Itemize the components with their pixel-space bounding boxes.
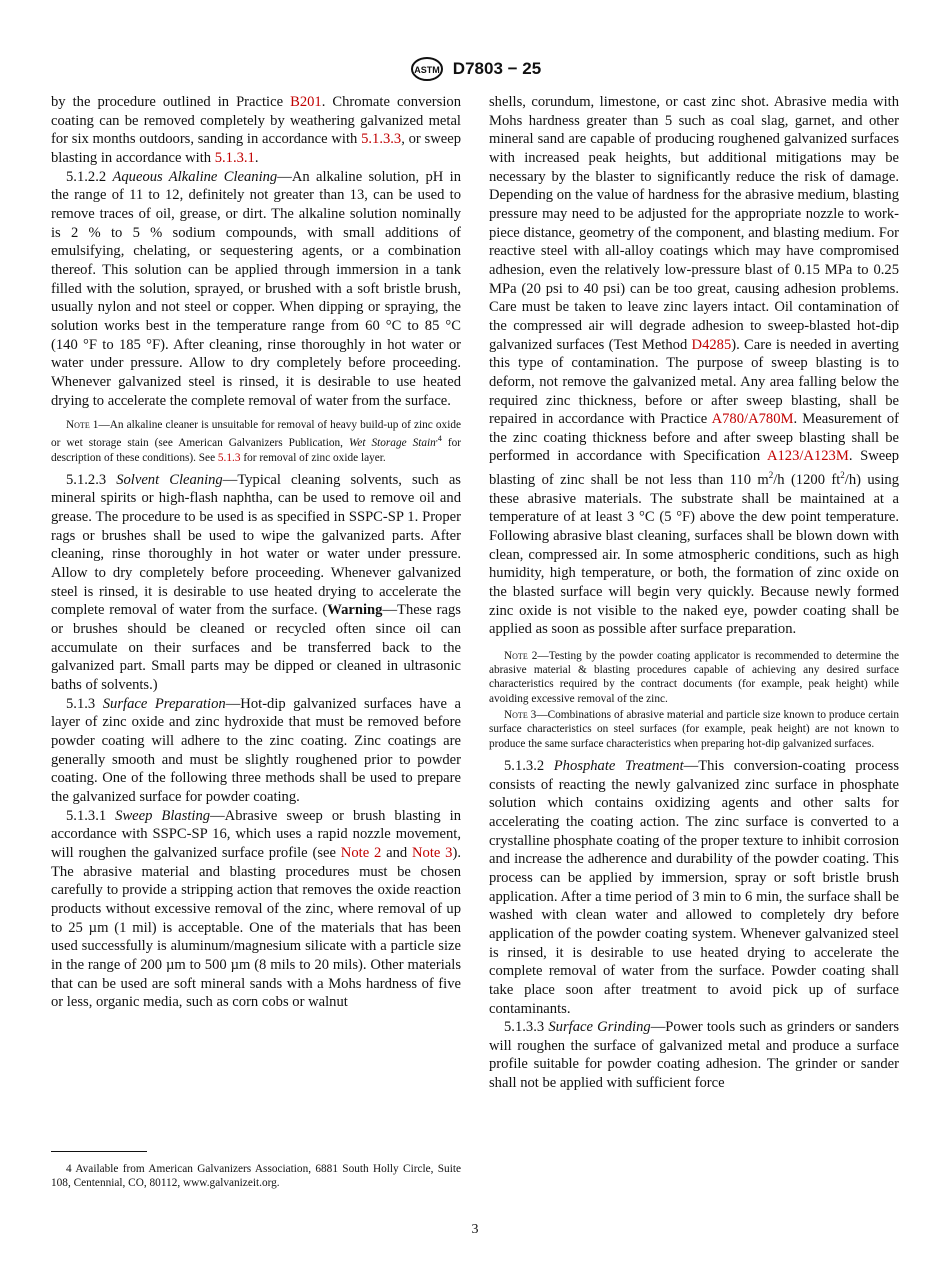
- note-1: Note 1—An alkaline cleaner is unsuitable for removal of heavy build-up of zinc oxide or wet storage stain (see American Galvanizers Publication, Wet Storage Stain$^{,4}$ for description of these conditions). See 5.1.3 for removal of zinc oxide layer.: [51, 419, 461, 464]
- ref-link-5-1-3[interactable]: 5.1.3: [217, 451, 241, 464]
- section-title: Solvent Cleaning: [116, 471, 223, 488]
- page-number: 3: [471, 1222, 479, 1237]
- ref-link-5-1-3-1[interactable]: 5.1.3.1: [214, 149, 255, 166]
- astm-logo-icon: [409, 56, 445, 82]
- ref-link-note-2[interactable]: Note 2: [340, 844, 382, 861]
- section-5-1-2-3: 5.1.2.3 Solvent Cleaning—Typical cleaning solvents, such as mineral spirits or high-flash naphtha, can be used to remove oil and grease. The procedure to be used is as specified in SSPC-SP 1. Proper rags or brushes shall be used to wipe the galvanized parts. After cleaning, rinse thoroughly in hot water or water under pressure. Allow to dry completely before proceeding. Whenever galvanized steel is rinsed, it is desirable to use heated drying to accelerate the complete removal of water from the surface. (Warning—These rags or brushes should be cleaned or recycled often since oil can accumulate on their surfaces and be transferred back to the galvanized part. Small parts may be dipped or cleaned in ultrasonic baths of solvents.): [51, 471, 461, 694]
- document-designation: D7803 − 25: [452, 59, 542, 78]
- right-column: [489, 93, 899, 1093]
- ref-link-d4285[interactable]: D4285: [691, 336, 732, 353]
- ref-link-5-1-3-3[interactable]: 5.1.3.3: [361, 131, 402, 148]
- section-5-1-3-2: 5.1.3.2 Phosphate Treatment—This conversion-coating process consists of reacting the newly galvanized zinc surface in phosphate solution which contains oxidizing agents and other salts for accelerating the coating action. The zinc surface is converted to a crystalline phosphate coating of the proper texture to inhibit corrosion and increase the adherence and durability of the powder coating. This process can be applied by immersion, spray or soft bristle brush application. After a time period of 3 min to 6 min, the surface shall be washed with clean water and allowed to completely dry before application of the powder coating system. Whenever galvanized steel is rinsed, it is desirable to use heated drying to accelerate the complete removal of water from the surface. Powder coating shall take place soon after treatment to avoid pick up of surface contaminants.: [489, 757, 900, 1017]
- section-5-1-3-3: 5.1.3.3 Surface Grinding—Power tools such as grinders or sanders will roughen the surface of galvanized metal and produce a surface profile suitable for powder coating adhesion. The grinder or sander shall not be applied with sufficient force: [489, 1019, 900, 1092]
- paragraph: by the procedure outlined in Practice B201. Chromate conversion coating can be removed completely by weathering galvanized metal for six months outdoors, sanding in accordance with 5.1.3.3, or sweep blasting in accordance with 5.1.3.1.: [51, 94, 461, 166]
- page-header: [0, 56, 950, 82]
- ref-link-note-3[interactable]: Note 3: [411, 844, 453, 861]
- ref-link-a780[interactable]: A780/A780M: [711, 411, 794, 428]
- note-3: Note 3—Combinations of abrasive material and particle size known to produce certain surface characteristics on steel surfaces (for example, peak height) are not known to produce the same surface characteristics when preparing hot-dip galvanized surfaces.: [489, 709, 899, 750]
- ref-link-b201[interactable]: B201: [290, 94, 322, 110]
- section-title: Surface Preparation: [102, 695, 226, 712]
- section-5-1-2-2: 5.1.2.2 Aqueous Alkaline Cleaning—An alkaline solution, pH in the range of 11 to 12, definitely not greater than 13, can be used to remove traces of oil, grease, or dirt. The alkaline solution nominally is 2 % to 5 % sodium compounds, with small additions of emulsifying, chelating, or sequestering agents, or a combination thereof. This solution can be applied through immersion in a tank filled with the solution, sprayed, or brushed with a soft bristle brush, usually nylon and not steel or copper. When dipping or spraying, the solution works best in the temperature range from 60 °C to 85 °C (140 °F to 185 °F). After cleaning, rinse thoroughly in hot water or water under pressure. Allow to dry completely before proceeding. Whenever galvanized steel is rinsed, it is desirable to use heated drying to accelerate the complete removal of water from the surface.: [51, 168, 461, 409]
- footnote-4: 4 Available from American Galvanizers Association, 6881 South Holly Circle, Suite 108, Centennial, CO, 80112, www.galvanizeit.org.: [51, 1163, 461, 1190]
- section-title: Aqueous Alkaline Cleaning: [112, 168, 278, 185]
- section-title: Surface Grinding: [548, 1019, 651, 1036]
- paragraph: shells, corundum, limestone, or cast zinc shot. Abrasive media with Mohs hardness greater than 5 such as coal slag, garnet, and other mineral sand are capable of producing roughened galvanized surfaces with increased peak heights, but additional mitigations may be necessary by the blaster to significantly reduce the risk of damage. Depending on the value of hardness for the abrasive medium, blasting pressure may need to be adjusted for the appropriate nozzle to work-piece distance, geometry of the component, and blasting medium. For reactive steel with all-alloy coatings which may have compromised adhesion, even the relatively low-pressure blast of 0.15 MPa to 0.25 MPa (20 psi to 40 psi) can be too great, causing adhesion problems. Care must be taken to leave zinc layers intact. Oil contamination of the compressed air will degrade adhesion to sweep-blasted hot-dip galvanized surfaces (Test Method D4285). Care is needed in averting this type of contamination. The purpose of sweep blasting is to deform, not remove the galvanized metal. Any area falling below the required zinc thickness, before or after sweep blasting, shall be repaired in accordance with Practice A780/A780M. Measurement of the zinc coating thickness before and after sweep blasting shall be performed in accordance with Specification A123/A123M. Sweep blasting of zinc shall be not less than 110 $m^2/h$ (1200 $ft^2/h$) using these abrasive materials. The substrate shall be maintained at a temperature of at least 3 °C (5 °F) above the dew point temperature. Following abrasive blast cleaning, surfaces shall be blown down with clean, compressed air. In some atmospheric conditions, such as high humidity, high temperature, or both, the formation of zinc oxide on the blasted surface will begin very quickly. Because newly formed zinc oxide is not visible to the naked eye, powder coating shall be applied as soon as possible after surface preparation.: [489, 94, 899, 638]
- left-column: [51, 93, 461, 1012]
- section-5-1-3: 5.1.3 Surface Preparation—Hot-dip galvanized surfaces have a layer of zinc oxide and zinc hydroxide that must be removed before powder coating will adhere to the zinc coating. Zinc coatings are generally smooth and must be slightly roughened prior to powder coating. One of the following three methods shall be used to prepare the galvanized surface for powder coating.: [51, 695, 461, 805]
- warning-label: Warning: [327, 602, 383, 619]
- section-title: Sweep Blasting: [115, 807, 211, 824]
- section-title: Phosphate Treatment: [553, 757, 684, 774]
- section-5-1-3-1: 5.1.3.1 Sweep Blasting—Abrasive sweep or brush blasting in accordance with SSPC-SP 16, which uses a rapid nozzle movement, will roughen the galvanized surface profile (see Note 2 and Note 3). The abrasive material and blasting procedures must be chosen carefully to provide a stripping action that removes the oxide reaction products without excessive removal of the zinc, where removal of up to 25 µm (1 mil) is acceptable. One of the materials that has been used successfully is aluminum/magnesium silicate with a particle size in the range of 200 µm to 500 µm (8 mils to 20 mils). Other materials that can be used are soft mineral sands with a Mohs hardness of five or less, organic media, such as corn cobs or walnut: [51, 807, 461, 1011]
- svg-text:ASTM: ASTM: [414, 65, 440, 75]
- footnote-divider: [51, 1151, 147, 1152]
- ref-link-a123[interactable]: A123/A123M: [766, 448, 849, 465]
- note-2: Note 2—Testing by the powder coating applicator is recommended to determine the abrasive material & blasting procedures capable of achieving any desired surface characteristics required by the contract documents (for example, peak height) while avoiding excessive removal of the zinc.: [489, 649, 899, 705]
